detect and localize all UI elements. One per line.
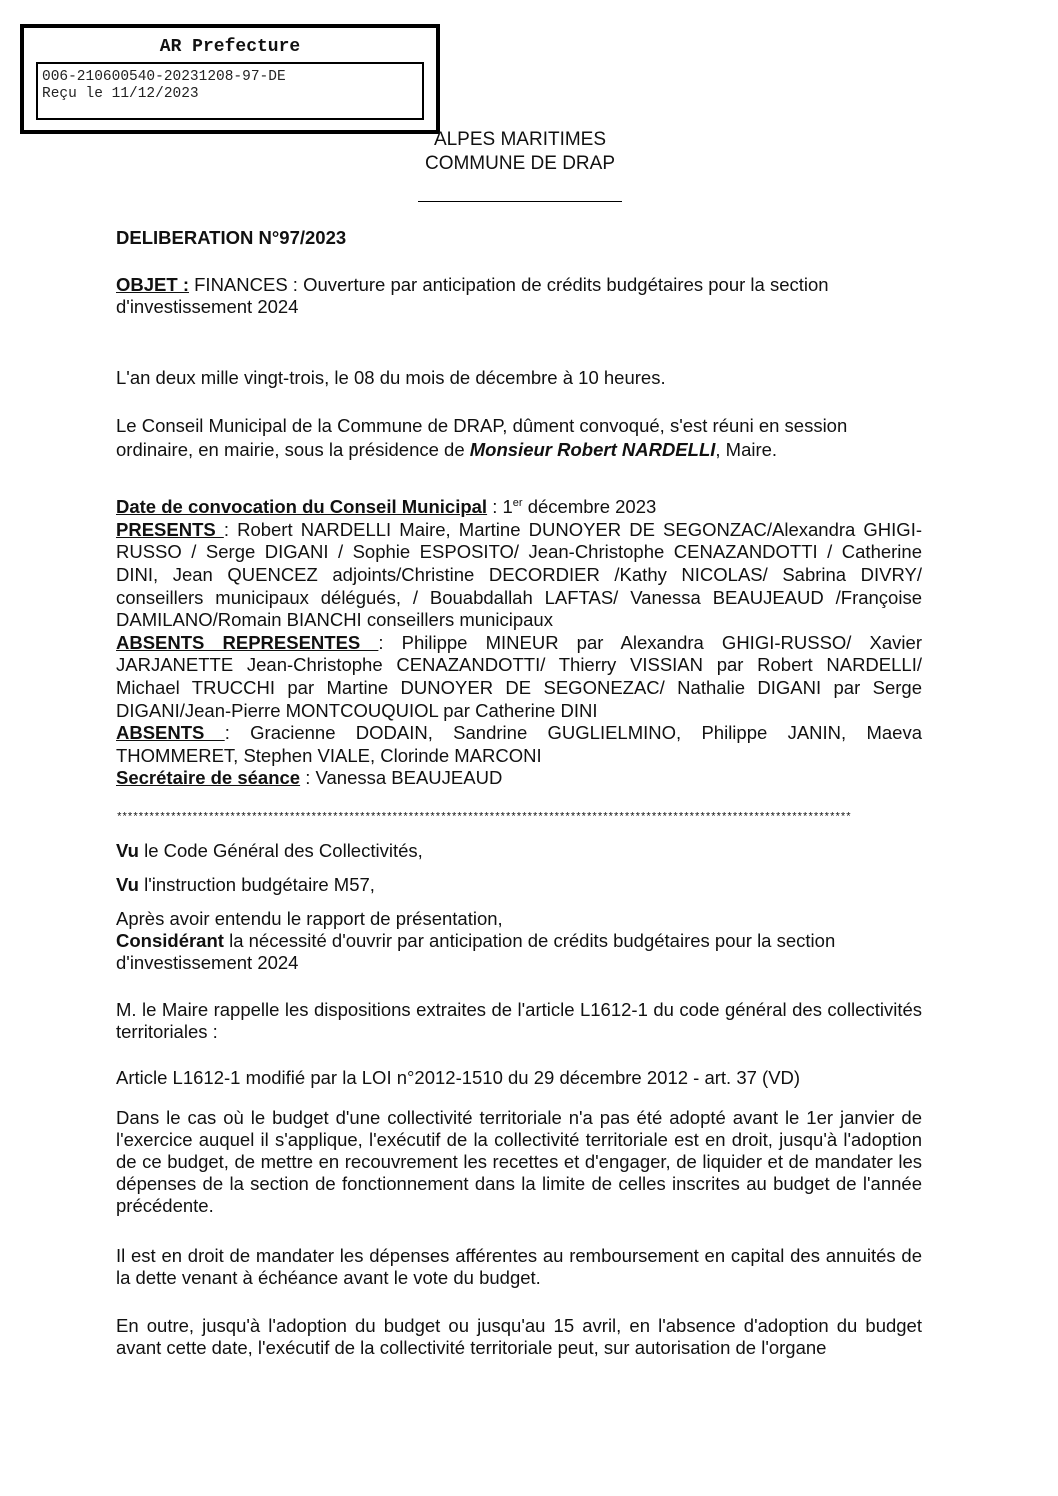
deliberation-number: DELIBERATION N°97/2023: [116, 227, 347, 248]
stamp-title: AR Prefecture: [159, 37, 301, 57]
secretary-text: : Vanessa BEAUJEAUD: [300, 767, 503, 789]
article-paragraph-1: Dans le cas où le budget d'une collectivité territoriale n'a pas été adopté avant le 1er janvier de l'exercice auquel il s'applique, l'exécutif de la collectivité territoriale est en droit, jusqu'à l'adoption de ce budget, de mettre en recouvrement les recettes et d'engager, de liquider et de mandater les dépenses de la section de fonctionnement dans la limite de celles inscrites au budget de l'année précédente.: [116, 1107, 922, 1216]
convocation-ordinal: er: [512, 497, 523, 509]
secretary-label: Secrétaire de séance: [116, 767, 301, 789]
article-title: Article L1612-1 modifié par la LOI n°2012-1510 du 29 décembre 2012 - art. 37 (VD): [116, 1067, 801, 1088]
prefecture-stamp: [20, 24, 440, 134]
council-statement: [116, 414, 922, 462]
session-date: L'an deux mille vingt-trois, le 08 du mois de décembre à 10 heures.: [116, 367, 666, 388]
objet-text-line2: d'investissement 2024: [116, 296, 299, 317]
header-rule: [418, 201, 622, 202]
stamp-inner-box: [36, 62, 424, 120]
council-line1: Le Conseil Municipal de la Commune de DRAP, dûment convoqué, s'est réuni en session: [116, 415, 848, 436]
convocation-date-text: décembre 2023: [522, 496, 657, 518]
convocation-label: Date de convocation du Conseil Municipal: [116, 496, 488, 518]
council-line2-start: ordinaire, en mairie, sous la présidence de: [116, 439, 470, 460]
vu-instruction-text: l'instruction budgétaire M57,: [138, 874, 375, 895]
stamp-reference: 006-210600540-20231208-97-DE: [42, 69, 286, 85]
considerant-label: Considérant: [116, 930, 224, 951]
maire-rappelle: M. le Maire rappelle les dispositions extraites de l'article L1612-1 du code général des collectivités territoriales :: [116, 999, 922, 1042]
represented-list: [116, 632, 922, 722]
convocation-date: [116, 492, 922, 519]
represented-label: ABSENTS REPRESENTES: [116, 631, 379, 653]
convocation-separator: : 1: [487, 496, 513, 518]
vu-code-text: le Code Général des Collectivités,: [138, 840, 423, 861]
president-name: Monsieur Robert NARDELLI: [469, 439, 716, 460]
objet-label: OBJET :: [116, 274, 189, 295]
vu-code: [116, 840, 922, 862]
department-name: ALPES MARITIMES: [433, 129, 607, 150]
rapport-line: Après avoir entendu le rapport de présentation,: [116, 908, 503, 929]
objet-text-line1: FINANCES : Ouverture par anticipation de crédits budgétaires pour la section: [188, 274, 829, 295]
presents-label: PRESENTS: [116, 518, 224, 540]
vu-instruction: [116, 874, 922, 896]
considerations: [116, 908, 922, 974]
considerant: [116, 930, 922, 974]
absents-list: [116, 722, 922, 767]
article-paragraph-3: En outre, jusqu'à l'adoption du budget ou jusqu'au 15 avril, en l'absence d'adoption du budget avant cette date, l'exécutif de la collectivité territoriale peut, sur autorisation de l'organe: [116, 1315, 922, 1358]
vu-label: Vu: [116, 840, 139, 861]
presents-list: [116, 519, 922, 632]
absents-text: : Gracienne DODAIN, Sandrine GUGLIELMINO, Philippe JANIN, Maeva THOMMERET, Stephen VIALE, Clorinde MARCONI: [116, 722, 922, 766]
represented-text: : Philippe MINEUR par Alexandra GHIGI-RUSSO/ Xavier JARJANETTE Jean-Christophe CENAZANDOTTI/ Thierry VISSIAN par Robert NARDELLI/ Michael TRUCCHI par Martine DUNOYER DE SEGONEZAC/ Nathalie DIGANI par Serge DIGANI/Jean-Pierre MONTCOUQUIOL par Catherine DINI: [116, 631, 922, 721]
council-line2-end: , Maire.: [715, 439, 778, 460]
absents-label: ABSENTS: [116, 722, 225, 744]
stamp-received-date: Reçu le 11/12/2023: [42, 86, 199, 102]
vu-label: Vu: [116, 874, 139, 895]
article-paragraph-2: Il est en droit de mandater les dépenses afférentes au remboursement en capital des annuités de la dette venant à échéance avant le vote du budget.: [116, 1245, 922, 1288]
secretary: [116, 767, 922, 790]
asterisk-separator: ****************************************************************************************************************************************: [116, 812, 851, 824]
commune-name: COMMUNE DE DRAP: [424, 153, 615, 174]
objet-section: [116, 274, 922, 318]
considerant-text: la nécessité d'ouvrir par anticipation de crédits budgétaires pour la section d'investissement 2024: [116, 930, 836, 973]
attendance-section: [116, 492, 922, 790]
presents-text: : Robert NARDELLI Maire, Martine DUNOYER DE SEGONZAC/Alexandra GHIGI-RUSSO / Serge DIGANI / Sophie ESPOSITO/ Jean-Christophe CENAZANDOTTI / Catherine DINI, Jean QUENCEZ adjoints/Christine DECORDIER /Kathy NICOLAS/ Sabrina DIVRY/ conseillers municipaux délégués, / Bouabdallah LAFTAS/ Vanessa BEAUJEAUD /Françoise DAMILANO/Romain BIANCHI conseillers municipaux: [116, 518, 922, 631]
